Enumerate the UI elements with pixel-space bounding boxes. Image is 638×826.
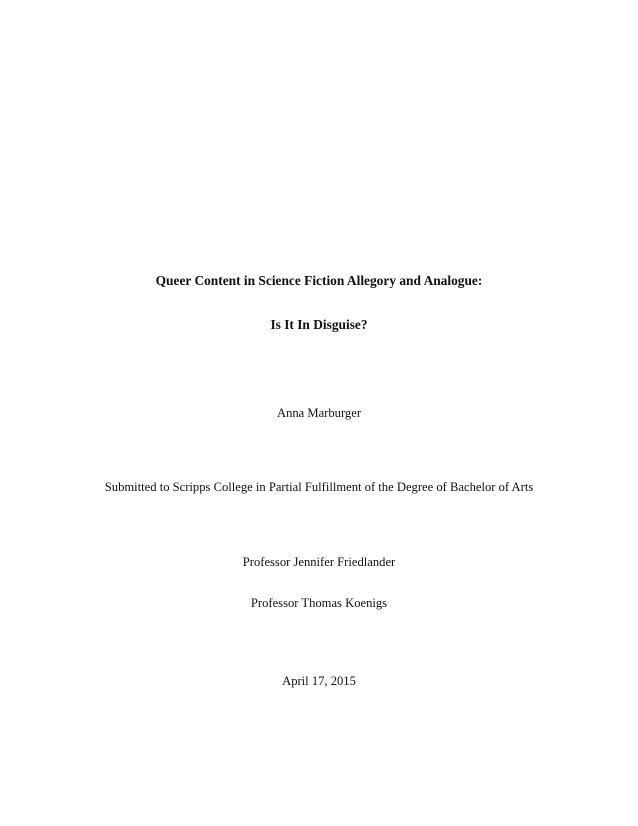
thesis-title: Queer Content in Science Fiction Allegory and Analogue:	[155, 273, 483, 288]
author-name: Anna Marburger	[276, 406, 362, 420]
advisor-2: Professor Thomas Koenigs	[250, 596, 388, 610]
submission-date: April 17, 2015	[282, 674, 356, 688]
advisor-1: Professor Jennifer Friedlander	[242, 555, 396, 569]
submission-statement: Submitted to Scripps College in Partial Fulfillment of the Degree of Bachelor of Arts	[104, 480, 534, 494]
thesis-subtitle: Is It In Disguise?	[270, 317, 368, 332]
